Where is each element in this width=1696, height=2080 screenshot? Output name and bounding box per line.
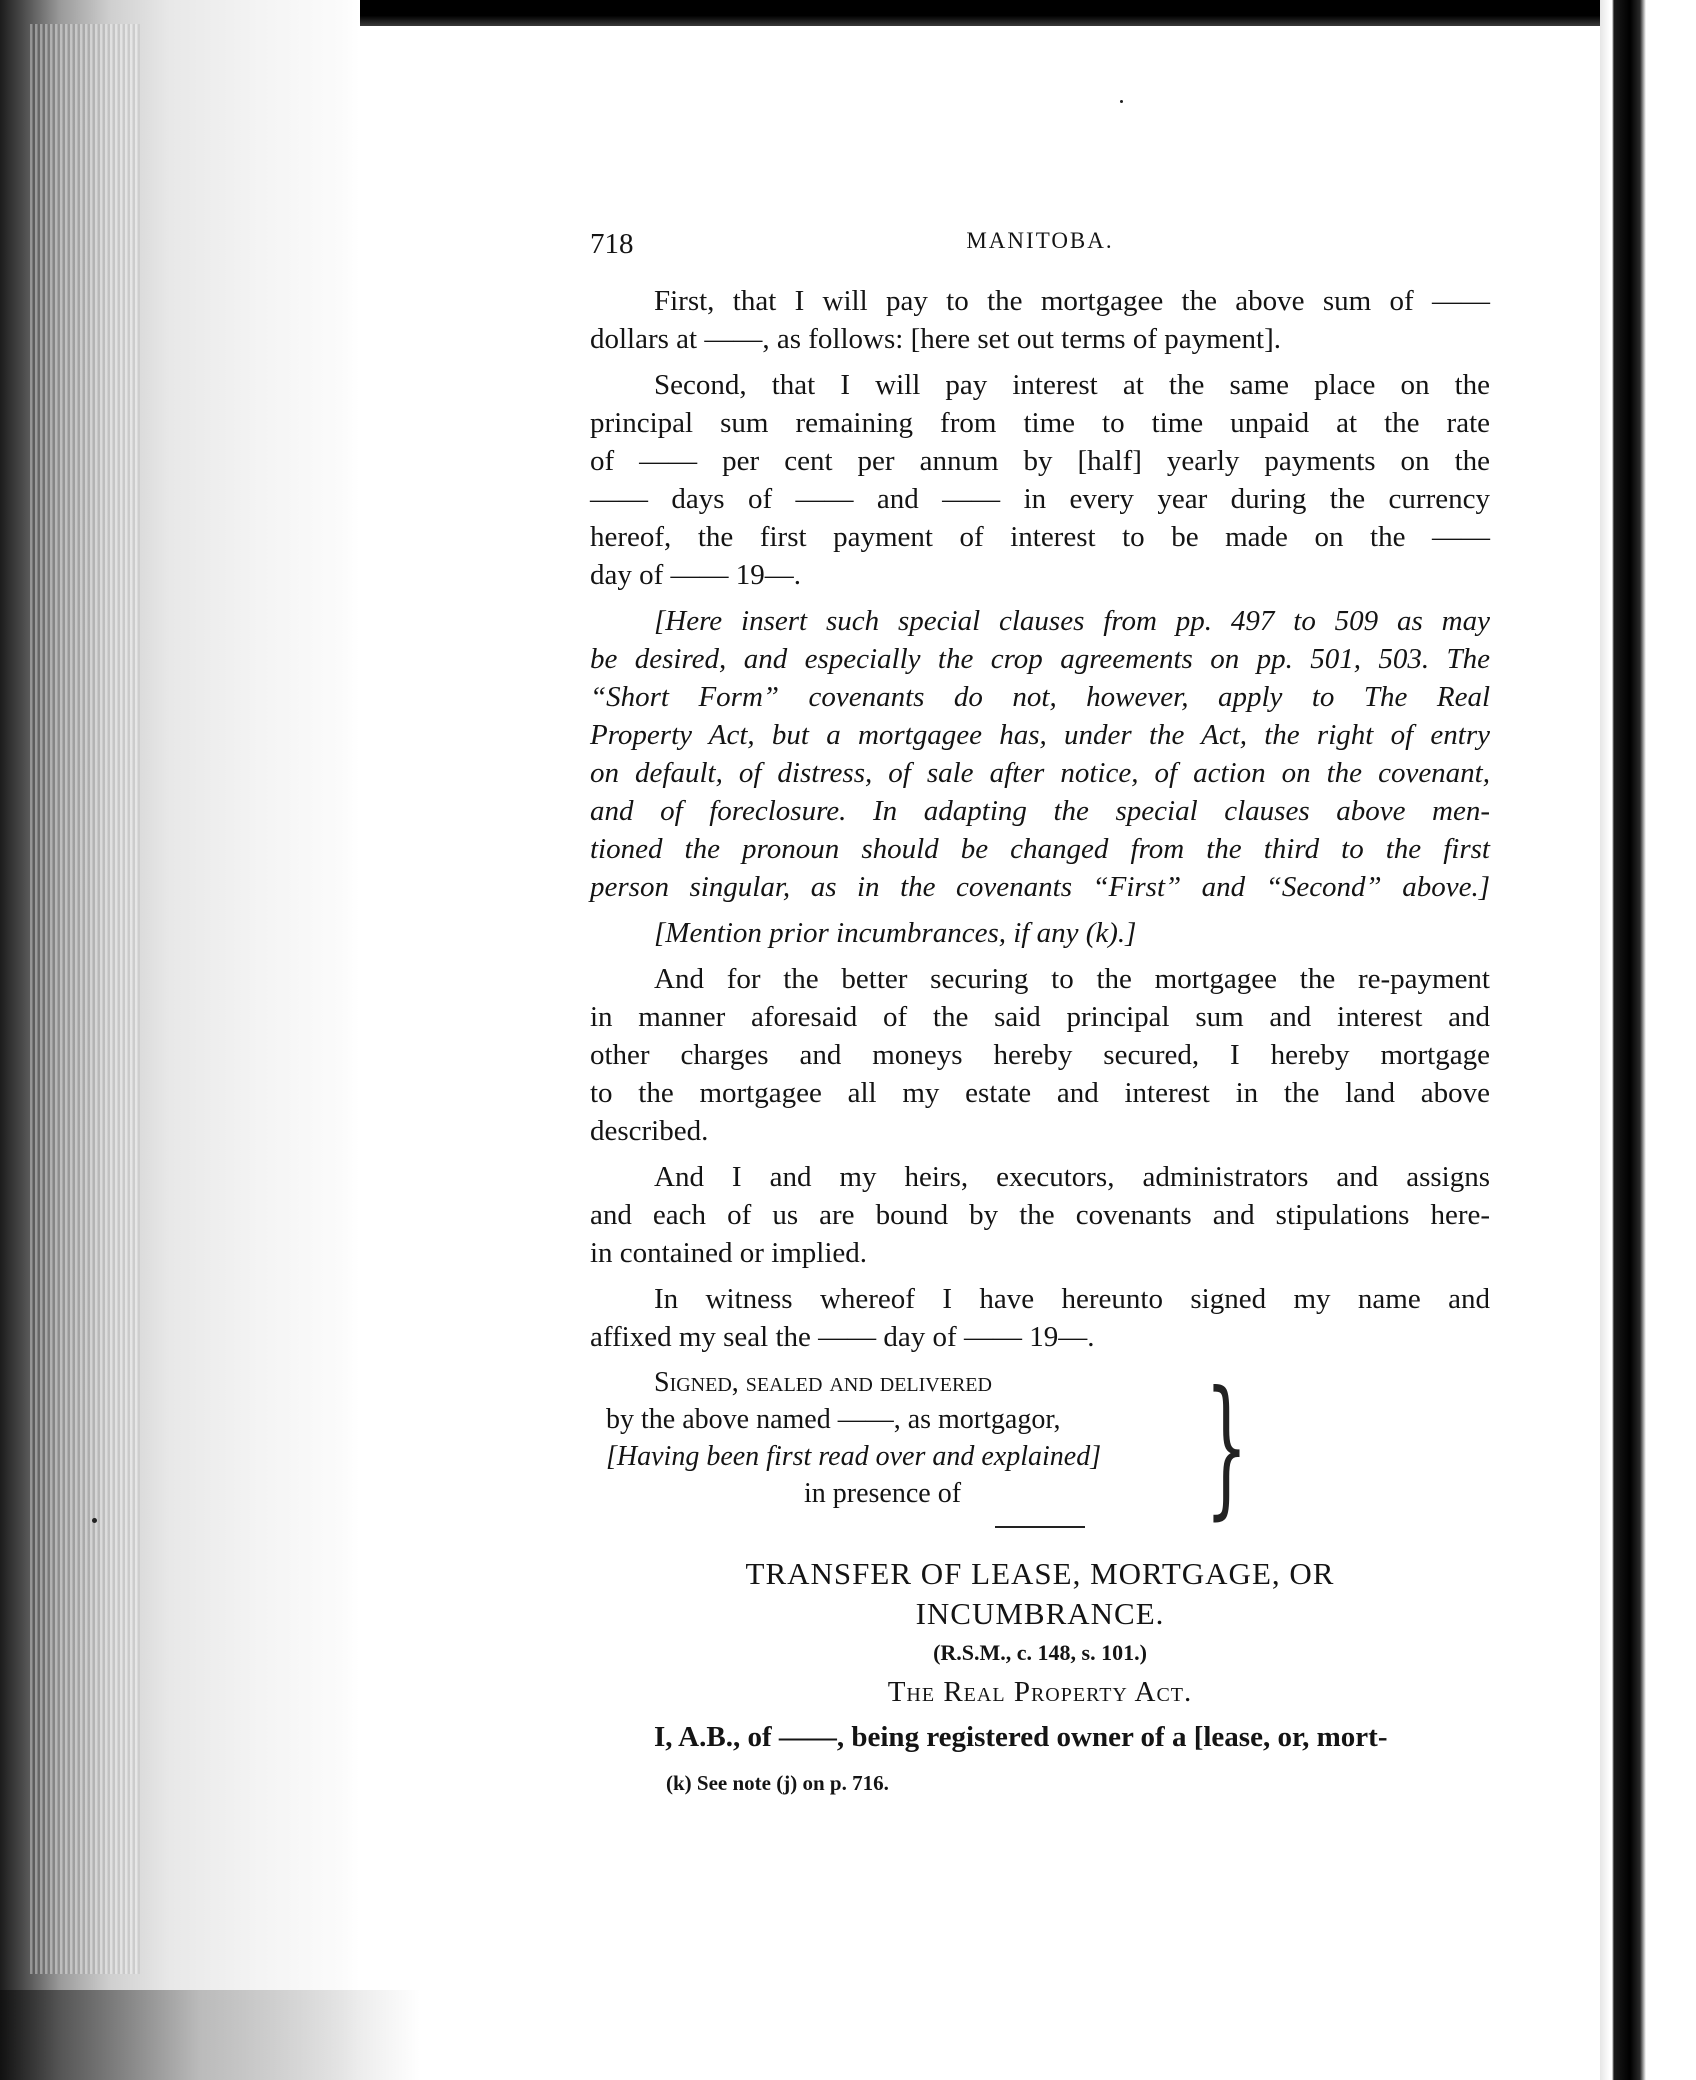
scan-bottom-shadow	[0, 1990, 420, 2080]
section-title: TRANSFER OF LEASE, MORTGAGE, OR	[745, 1556, 1335, 1591]
paragraph-and-for	[590, 960, 1490, 1150]
text-line: And I and my heirs, executors, administrators and assigns	[654, 1161, 1490, 1193]
text-line: described.	[590, 1115, 709, 1147]
text-line: tioned the pronoun should be changed from the third to the first	[590, 833, 1490, 865]
text-line: “Short Form” covenants do not, however, apply to The Real	[590, 681, 1490, 713]
paragraph-witness	[590, 1280, 1490, 1356]
text-line: Property Act, but a mortgagee has, under the Act, the right of entry	[590, 719, 1490, 751]
paragraph-second	[590, 366, 1490, 594]
signature-line: in presence of	[804, 1478, 962, 1509]
section-divider	[995, 1526, 1085, 1528]
text-line: in manner aforesaid of the said principal sum and interest and	[590, 1001, 1490, 1033]
paragraph-first	[590, 282, 1490, 358]
page-content	[590, 228, 1490, 1798]
text-line: First, that I will pay to the mortgagee the above sum of ——	[654, 285, 1490, 317]
text-line: day of —— 19—.	[590, 559, 802, 591]
text-line: in contained or implied.	[590, 1237, 868, 1269]
signature-heading: Signed, sealed and delivered	[654, 1367, 992, 1398]
text-line: and of foreclosure. In adapting the special clauses above men-	[590, 795, 1490, 827]
text-line: [Mention prior incumbrances, if any (k).]	[654, 917, 1137, 949]
text-line: I, A.B., of ——, being registered owner of a [lease, or, mort-	[654, 1721, 1388, 1753]
text-line: hereof, the first payment of interest to be made on the ——	[590, 521, 1490, 553]
text-line: and each of us are bound by the covenants and stipulations here-	[590, 1199, 1490, 1231]
scan-speck	[1120, 100, 1123, 103]
act-name: The Real Property Act.	[887, 1676, 1193, 1708]
signature-line: by the above named ——, as mortgagor,	[606, 1404, 1061, 1435]
running-head: MANITOBA.	[966, 228, 1114, 253]
text-line: of —— per cent per annum by [half] yearly payments on the	[590, 445, 1490, 477]
text-line: Second, that I will pay interest at the same place on the	[654, 369, 1490, 401]
footnote: (k) See note (j) on p. 716.	[666, 1771, 889, 1795]
section-title: INCUMBRANCE.	[915, 1596, 1165, 1631]
paragraph-special-clauses	[590, 602, 1490, 906]
text-line: person singular, as in the covenants “First” and “Second” above.]	[590, 871, 1490, 903]
text-line: And for the better securing to the mortgagee the re-payment	[654, 963, 1490, 995]
text-line: principal sum remaining from time to time unpaid at the rate	[590, 407, 1490, 439]
scan-right-edge	[1600, 0, 1696, 2080]
signature-block	[590, 1360, 1490, 1534]
text-line: other charges and moneys hereby secured, I hereby mortgage	[590, 1039, 1490, 1071]
text-line: dollars at ——, as follows: [here set out terms of payment].	[590, 323, 1282, 355]
book-page-stack	[0, 0, 360, 2080]
text-line: In witness whereof I have hereunto signed my name and	[654, 1283, 1490, 1315]
page-header	[590, 228, 1490, 268]
text-line: [Here insert such special clauses from pp. 497 to 509 as may	[654, 605, 1490, 637]
text-line: —— days of —— and —— in every year during the currency	[590, 483, 1490, 515]
paragraph-and-i	[590, 1158, 1490, 1272]
page-number: 718	[590, 228, 634, 260]
text-line: on default, of distress, of sale after notice, of action on the covenant,	[590, 757, 1490, 789]
scan-speck	[92, 1518, 97, 1523]
text-line: be desired, and especially the crop agreements on pp. 501, 503. The	[590, 643, 1490, 675]
text-line: affixed my seal the —— day of —— 19—.	[590, 1321, 1095, 1353]
statute-citation: (R.S.M., c. 148, s. 101.)	[933, 1640, 1147, 1665]
signature-line: [Having been first read over and explained]	[606, 1441, 1102, 1472]
paragraph-mention	[590, 914, 1490, 952]
brace-icon: }	[1205, 1360, 1248, 1534]
text-line: to the mortgagee all my estate and interest in the land above	[590, 1077, 1490, 1109]
